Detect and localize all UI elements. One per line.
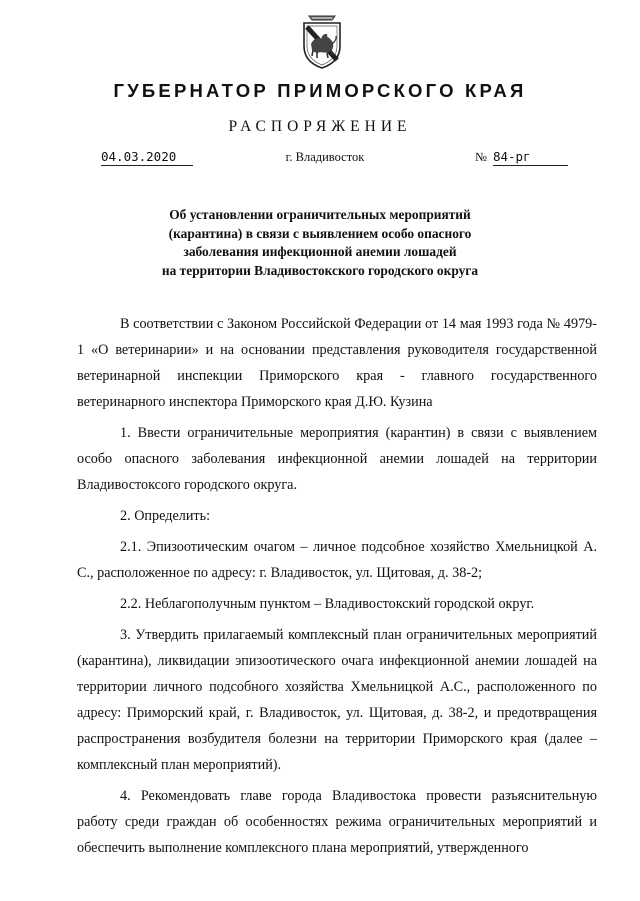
document-city: г. Владивосток <box>285 150 365 164</box>
paragraph-item-4: 4. Рекомендовать главе города Владивостока провести разъяснительную работу среди граждан об особенностях режима ограничительных мероприятий и обеспечить выполнение комплексного плана мероприятий, утвержденного <box>77 788 597 856</box>
paragraph-item-2-1: 2.1. Эпизоотическим очагом – личное подсобное хозяйство Хмельницкой А. С., расположенное по адресу: г. Владивосток, ул. Щитовая, д. 38-2; <box>77 539 597 581</box>
document-number: 84-рг <box>493 149 568 166</box>
document-number-block <box>475 149 575 166</box>
document-body <box>77 311 597 861</box>
document-date: 04.03.2020 <box>101 149 193 166</box>
authority-heading: ГУБЕРНАТОР ПРИМОРСКОГО КРАЯ <box>113 80 527 101</box>
document-type: РАСПОРЯЖЕНИЕ <box>228 118 412 135</box>
paragraph-item-2-2: 2.2. Неблагополучным пунктом – Владивостокский городской округ. <box>120 596 535 612</box>
paragraph-item-3: 3. Утвердить прилагаемый комплексный план ограничительных мероприятий (карантина), ликвидации эпизоотического очага инфекционной анемии лошадей на территории личного подсобного хозяйства Хмельницкой А.С., расположенного по адресу: Приморский край, г. Владивосток, ул. Щитовая, д. 38-2, и предотвращения распространения возбудителя болезни на территории Приморского края (далее – комплексный план мероприятий). <box>77 627 597 773</box>
number-label: № <box>475 150 487 164</box>
title-line: (карантина) в связи с выявлением особо опасного <box>168 225 472 241</box>
primorsky-coat-of-arms-icon <box>301 14 343 70</box>
title-line: Об установлении ограничительных мероприятий <box>169 207 471 222</box>
document-title <box>100 206 540 280</box>
paragraph-item-1: 1. Ввести ограничительные мероприятия (карантин) в связи с выявлением особо опасного заболевания инфекционной анемии лошадей на территории Владивостоксого городского округа. <box>77 425 597 493</box>
title-line: на территории Владивостокского городского округа <box>161 262 479 278</box>
title-line: заболевания инфекционной анемии лошадей <box>183 244 457 259</box>
paragraph-preamble: В соответствии с Законом Российской Федерации от 14 мая 1993 года № 4979-1 «О ветеринарии» и на основании представления руководителя государственной ветеринарной инспекции Приморского края - главного государственного ветеринарного инспектора Приморского края Д.Ю. Кузина <box>77 316 597 410</box>
paragraph-item-2: 2. Определить: <box>120 508 211 524</box>
